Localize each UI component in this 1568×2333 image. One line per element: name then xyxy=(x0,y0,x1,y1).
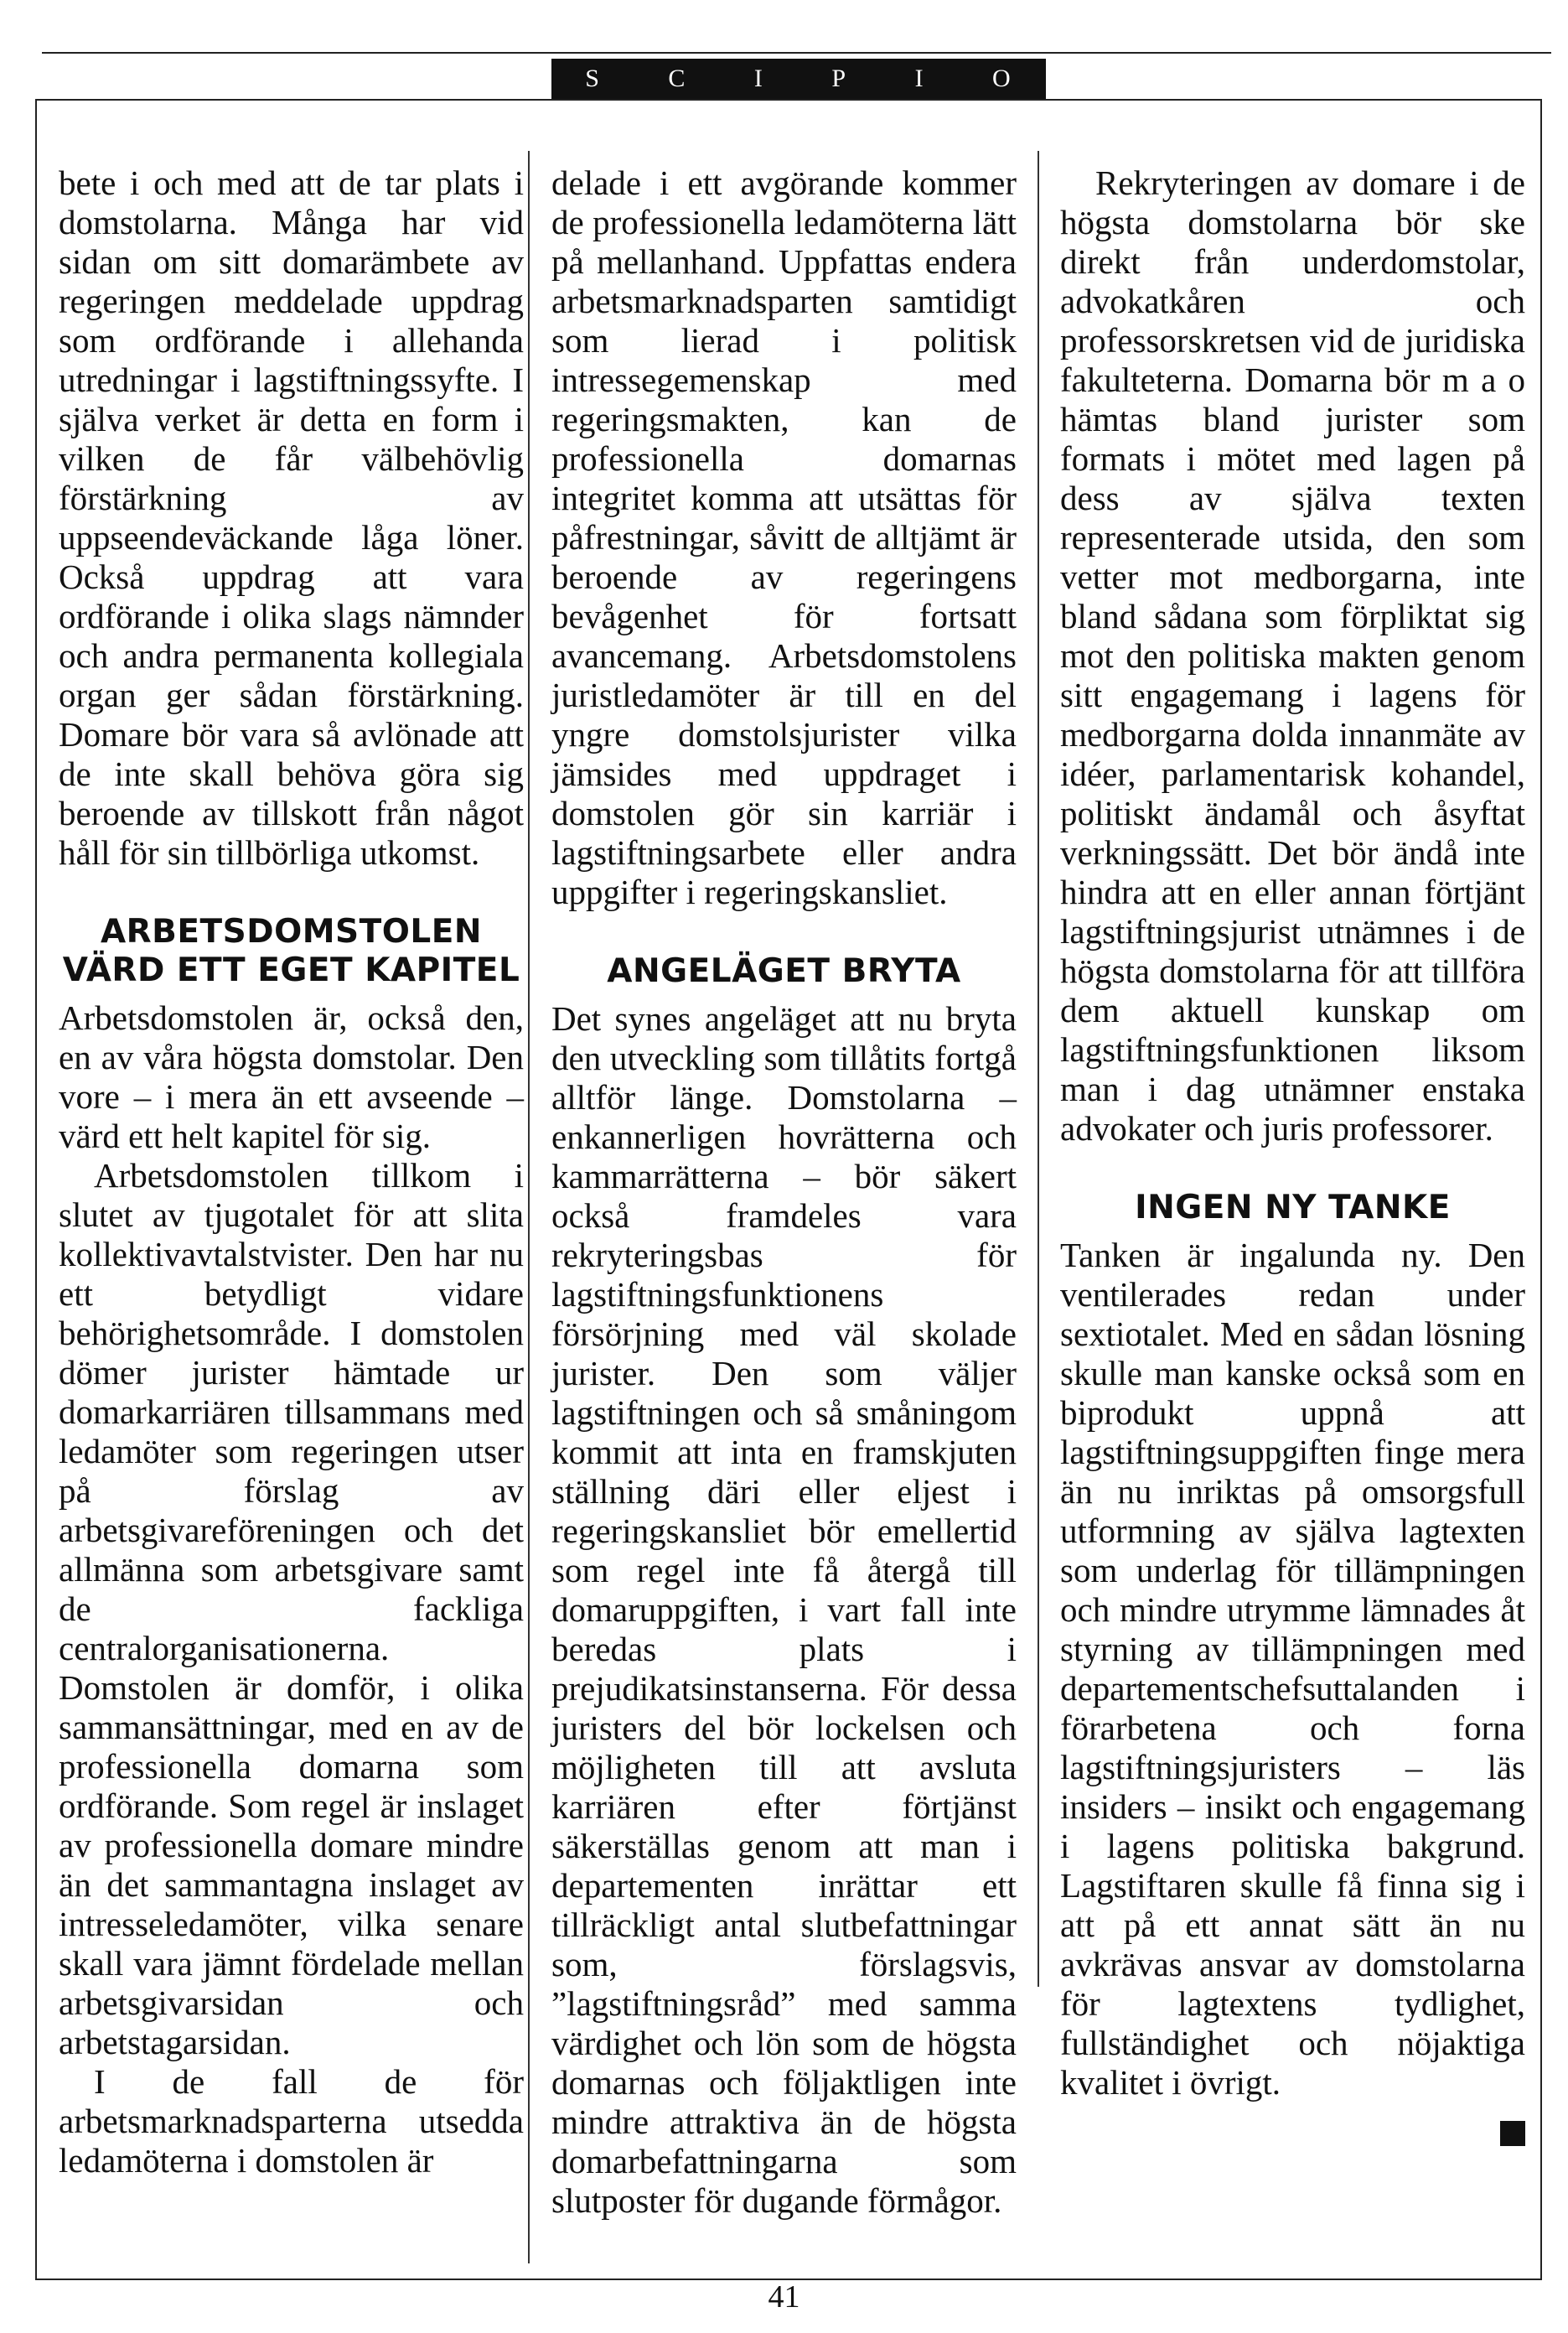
paragraph: Det synes angeläget att nu bryta den utveckling som tillåtits fortgå alltför länge. Domstolarna – enkannerligen hovrätterna och kammarrätterna – bör säkert också framdeles vara rekryteringsbas för lagstiftningsfunktionens försörjning med väl skolade jurister. Den som väljer lagstiftningen och så småningom kommit att inta en framskjuten ställning däri eller eljest i regeringskansliet bör emellertid som regel inte få återgå till domaruppgiften, i vart fall inte beredas plats i prejudikatsinstanserna. För dessa juristers del bör lockelsen och möjligheten till att avsluta karriären efter förtjänst säkerställas genom att man i departementen inrättar ett tillräckligt antal slutbefattningar som, förslagsvis, ”lagstiftningsråd” med samma värdighet och lön som de högsta domarnas och följaktligen inte mindre attraktiva än de högsta domarbefattningarna som slutposter för dugande förmågor. xyxy=(551,999,1017,2220)
end-of-article-square-icon xyxy=(1500,2121,1525,2146)
paragraph: delade i ett avgörande kommer de professionella ledamöterna lätt på mellanhand. Uppfattas endera arbetsmarknadsparten samtidigt som lierad i politisk intressegemenskap med regeringsmakten, kan de professionella domarnas integritet komma att utsättas för påfrestningar, såvitt de alltjämt är beroende av regeringens bevågenhet för fortsatt avancemang. Arbetsdomstolens juristledamöter är till en del yngre domstolsjurister vilka jämsides med uppdraget i domstolen gör sin karriär i lagstiftningsarbete eller andra uppgifter i regeringskansliet. xyxy=(551,163,1017,911)
masthead-letter: S xyxy=(585,65,601,92)
top-rule xyxy=(42,52,1551,54)
paragraph: Arbetsdomstolen tillkom i slutet av tjugotalet för att slita kollektivavtalstvister. Den har nu ett betydligt vidare behörighetsområde. I domstolen dömer jurister hämtade ur domarkarriären tillsammans med ledamöter som regeringen utser på förslag av arbetsgivareföreningen och det allmänna som arbetsgivare samt de fackliga centralorganisationerna. Domstolen är domför, i olika sammansättningar, med en av de professionella domarna som ordförande. Som regel är inslaget av professionella domare mindre än det sammantagna inslaget av intresseledamöter, vilka senare skall vara jämnt fördelade mellan arbetsgivarsidan och arbetstagarsidan. xyxy=(59,1156,524,2061)
masthead-letter: C xyxy=(668,65,687,92)
column-2 xyxy=(551,163,1017,2221)
column-3 xyxy=(1060,163,1525,2146)
masthead-scipio xyxy=(551,59,1046,99)
paragraph: Arbetsdomstolen är, också den, en av våra högsta domstolar. Den vore – i mera än ett avseende – värd ett helt kapitel för sig. xyxy=(59,998,524,1155)
section-heading: INGEN NY TANKE xyxy=(1135,1189,1451,1226)
section-heading: ARBETSDOMSTOLEN VÄRD ETT EGET KAPITEL xyxy=(62,913,520,989)
paragraph: I de fall de för arbetsmarknadsparterna utsedda ledamöterna i domstolen är xyxy=(59,2062,524,2180)
page-number: 41 xyxy=(768,2279,800,2315)
masthead-letter: P xyxy=(831,65,848,92)
paragraph: Tanken är ingalunda ny. Den ventilerades redan under sextiotalet. Med en sådan lösning skulle man kanske också som en biprodukt uppnå att lagstiftningsuppgiften finge mera än nu inriktas på omsorgsfull utformning av själva lagtexten som underlag för tillämpningen och mindre utrymme lämnades åt styrning av tillämpningen med departementschefsuttalanden i förarbetena och forna lagstiftningsjuristers – läs insiders – insikt och engagemang i lagens politiska bakgrund. Lagstiftaren skulle få finna sig i att på ett annat sätt än nu avkrävas ansvar av domstolarna för lagtextens tydlighet, fullständighet och nöjaktiga kvalitet i övrigt. xyxy=(1060,1236,1525,2102)
paragraph: Rekryteringen av domare i de högsta domstolarna bör ske direkt från underdomstolar, advokatkåren och professorskretsen vid de juridiska fakulteterna. Domarna bör m a o hämtas bland jurister som formats i mötet med lagen på dess av själva texten representerade utsida, den som vetter mot medborgarna, inte bland sådana som förpliktat sig mot den politiska makten genom sitt engagemang i lagens för medborgarna dolda innanmäte av idéer, parlamentarisk kohandel, politiskt ändamål och åsyftat verkningssätt. Det bör ändå inte hindra att en eller annan förtjänt lagstiftningsjurist utnämnes i de högsta domstolarna för att tillföra dem aktuell kunskap om lagstiftningsfunktionen liksom man i dag utnämner enstaka advokater och juris professorer. xyxy=(1060,163,1525,1148)
column-1 xyxy=(59,163,524,2180)
masthead-letter: I xyxy=(914,65,925,92)
masthead-letter: O xyxy=(992,65,1012,92)
paragraph: bete i och med att de tar plats i domstolarna. Många har vid sidan om sitt domarämbete av regeringen meddelade uppdrag som ordförande i allehanda utredningar i lagstiftningssyfte. I själva verket är detta en form i vilken de får välbehövlig förstärkning av uppseendeväckande låga löner. Också uppdrag att vara ordförande i olika slags nämnder och andra permanenta kollegiala organ ger sådan förstärkning. Domare bör vara så avlönade att de inte skall behöva göra sig beroende av tillskott från något håll för sin tillbörliga utkomst. xyxy=(59,163,524,872)
section-heading: ANGELÄGET BRYTA xyxy=(607,952,961,990)
masthead-letter: I xyxy=(753,65,764,92)
column-divider xyxy=(528,151,530,2263)
column-divider xyxy=(1038,151,1039,1987)
